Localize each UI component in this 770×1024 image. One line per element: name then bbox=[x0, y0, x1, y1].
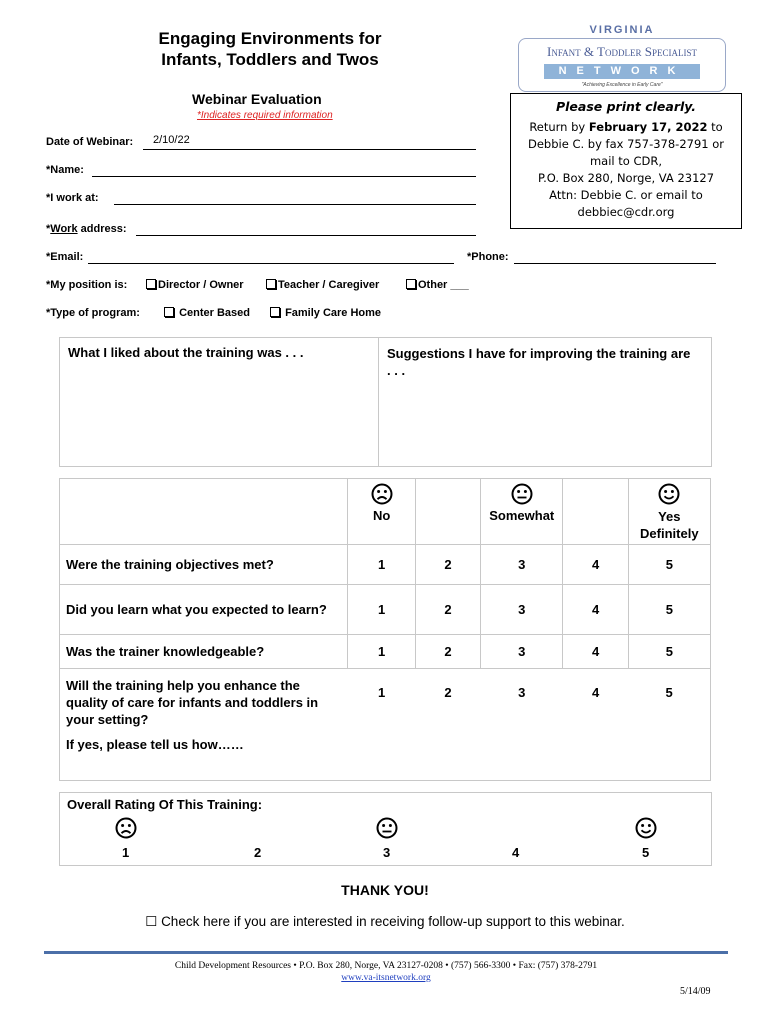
workplace-label: *I work at: bbox=[46, 192, 99, 204]
position-option-teacher[interactable]: Teacher / Caregiver bbox=[266, 279, 379, 291]
address-label: *Work address: bbox=[46, 223, 127, 235]
rating-header-yes: Yes Definitely bbox=[628, 479, 710, 545]
feedback-section bbox=[59, 337, 712, 467]
required-note: *Indicates required information bbox=[197, 110, 333, 121]
table-row bbox=[60, 585, 711, 635]
mail-line: mail to CDR, bbox=[589, 154, 663, 168]
neutral-face-icon bbox=[376, 817, 398, 844]
rating-option[interactable]: 2 bbox=[415, 585, 480, 635]
position-label: *My position is: bbox=[46, 279, 128, 291]
overall-option[interactable]: 4 bbox=[512, 845, 520, 860]
rating-header-somewhat: Somewhat bbox=[481, 479, 563, 545]
overall-option[interactable]: 3 bbox=[383, 845, 391, 860]
attn-line: Attn: Debbie C. or email to bbox=[549, 188, 703, 202]
liked-input[interactable] bbox=[62, 368, 374, 462]
overall-rating-box bbox=[59, 792, 712, 866]
rating-option[interactable]: 3 bbox=[481, 585, 563, 635]
page-title bbox=[150, 28, 390, 70]
followup-checkbox-label: Check here if you are interested in receiving follow-up support to this webinar. bbox=[161, 914, 625, 929]
rating-option[interactable]: 5 bbox=[628, 545, 710, 585]
rating-option[interactable]: 4 bbox=[563, 545, 628, 585]
position-option-director[interactable]: Director / Owner bbox=[146, 279, 244, 291]
rating-option[interactable]: 1 bbox=[348, 669, 416, 781]
rating-option[interactable]: 5 bbox=[628, 669, 710, 781]
followup-checkbox-row[interactable] bbox=[0, 914, 770, 930]
frown-face-icon bbox=[348, 483, 415, 508]
date-label: Date of Webinar: bbox=[46, 136, 134, 148]
checkbox[interactable] bbox=[164, 307, 174, 317]
email-label: *Email: bbox=[46, 251, 84, 263]
name-field[interactable] bbox=[92, 162, 476, 177]
table-row bbox=[60, 545, 711, 585]
date-field[interactable] bbox=[143, 134, 476, 150]
footer-divider bbox=[44, 951, 728, 954]
rating-option[interactable]: 5 bbox=[628, 635, 710, 669]
position-option-other[interactable]: Other ___ bbox=[406, 279, 469, 291]
frown-face-icon bbox=[115, 817, 137, 844]
checkbox[interactable] bbox=[406, 279, 416, 289]
website-link[interactable]: www.va-itsnetwork.org bbox=[341, 973, 431, 983]
logo-virginia: VIRGINIA bbox=[589, 24, 655, 36]
name-label: *Name: bbox=[46, 164, 84, 176]
phone-field[interactable] bbox=[514, 249, 716, 264]
subtitle: Webinar Evaluation bbox=[192, 91, 322, 107]
overall-option[interactable]: 5 bbox=[642, 845, 650, 860]
rating-option[interactable]: 2 bbox=[415, 545, 480, 585]
smile-face-icon bbox=[635, 817, 657, 844]
feedback-divider bbox=[378, 338, 379, 466]
return-instructions-box bbox=[510, 93, 742, 229]
rating-option[interactable]: 2 bbox=[415, 635, 480, 669]
checkbox[interactable] bbox=[266, 279, 276, 289]
footer bbox=[44, 961, 728, 983]
table-row bbox=[60, 635, 711, 669]
table-row bbox=[60, 669, 711, 781]
rating-option[interactable]: 1 bbox=[348, 585, 416, 635]
checkbox[interactable] bbox=[270, 307, 280, 317]
email-field[interactable] bbox=[88, 249, 454, 264]
return-date: February 17, 2022 bbox=[588, 120, 708, 134]
program-option-center[interactable]: Center Based bbox=[164, 307, 250, 319]
thank-you: THANK YOU! bbox=[341, 882, 429, 898]
program-option-family[interactable]: Family Care Home bbox=[270, 307, 381, 319]
question-3: Was the trainer knowledgeable? bbox=[60, 635, 348, 669]
rating-option[interactable]: 3 bbox=[481, 669, 563, 781]
smile-face-icon bbox=[629, 483, 710, 508]
overall-rating-label: Overall Rating Of This Training: bbox=[67, 797, 263, 812]
vitsn-logo bbox=[518, 22, 726, 94]
question-2: Did you learn what you expected to learn? bbox=[60, 585, 348, 635]
email-line: debbiec@cdr.org bbox=[577, 205, 675, 219]
logo-tagline: "Achieving Excellence in Early Care" bbox=[581, 82, 663, 88]
followup-prompt: If yes, please tell us how…… bbox=[66, 737, 244, 752]
rating-option[interactable]: 3 bbox=[481, 635, 563, 669]
liked-prompt: What I liked about the training was . . . bbox=[68, 345, 304, 360]
rating-option[interactable]: 3 bbox=[481, 545, 563, 585]
po-box-line: P.O. Box 280, Norge, VA 23127 bbox=[537, 171, 715, 185]
overall-option[interactable]: 2 bbox=[254, 845, 262, 860]
rating-option[interactable]: 4 bbox=[563, 635, 628, 669]
rating-option[interactable]: 4 bbox=[563, 585, 628, 635]
print-clearly-heading: Please print clearly. bbox=[555, 99, 697, 114]
rating-option[interactable]: 4 bbox=[563, 669, 628, 781]
phone-label: *Phone: bbox=[467, 251, 509, 263]
overall-option[interactable]: 1 bbox=[122, 845, 130, 860]
logo-name: Infant & Toddler Specialist bbox=[547, 44, 697, 59]
rating-header-no: No bbox=[348, 479, 416, 545]
date-value: 2/10/22 bbox=[153, 134, 190, 146]
question-4: Will the training help you enhance the quality of care for infants and toddlers in your setting? bbox=[66, 678, 319, 727]
rating-option[interactable]: 1 bbox=[348, 545, 416, 585]
title-line-2: Infants, Toddlers and Twos bbox=[161, 50, 379, 69]
revision-date: 5/14/09 bbox=[680, 986, 711, 997]
checkbox-icon[interactable]: ☐ bbox=[145, 914, 158, 929]
return-line: Return by February 17, 2022 to bbox=[529, 120, 723, 134]
rating-header-row bbox=[60, 479, 711, 545]
logo-network: NETWORK bbox=[544, 64, 700, 79]
question-1: Were the training objectives met? bbox=[60, 545, 348, 585]
suggestions-input[interactable] bbox=[382, 380, 708, 462]
program-label: *Type of program: bbox=[46, 307, 140, 319]
rating-table bbox=[59, 478, 711, 781]
fax-line: Debbie C. by fax 757-378-2791 or bbox=[528, 137, 724, 151]
footer-address: Child Development Resources • P.O. Box 280, Norge, VA 23127-0208 • (757) 566-3300 • Fax: (757) 378-2791 bbox=[174, 961, 598, 971]
workplace-field[interactable] bbox=[114, 190, 476, 205]
neutral-face-icon bbox=[481, 483, 562, 508]
checkbox[interactable] bbox=[146, 279, 156, 289]
address-field[interactable] bbox=[136, 221, 476, 236]
question-4-cell bbox=[60, 669, 348, 781]
rating-option[interactable]: 5 bbox=[628, 585, 710, 635]
rating-option[interactable]: 2 bbox=[415, 669, 480, 781]
suggestions-prompt: Suggestions I have for improving the training are . . . bbox=[387, 346, 691, 378]
rating-option[interactable]: 1 bbox=[348, 635, 416, 669]
title-line-1: Engaging Environments for bbox=[158, 29, 382, 48]
